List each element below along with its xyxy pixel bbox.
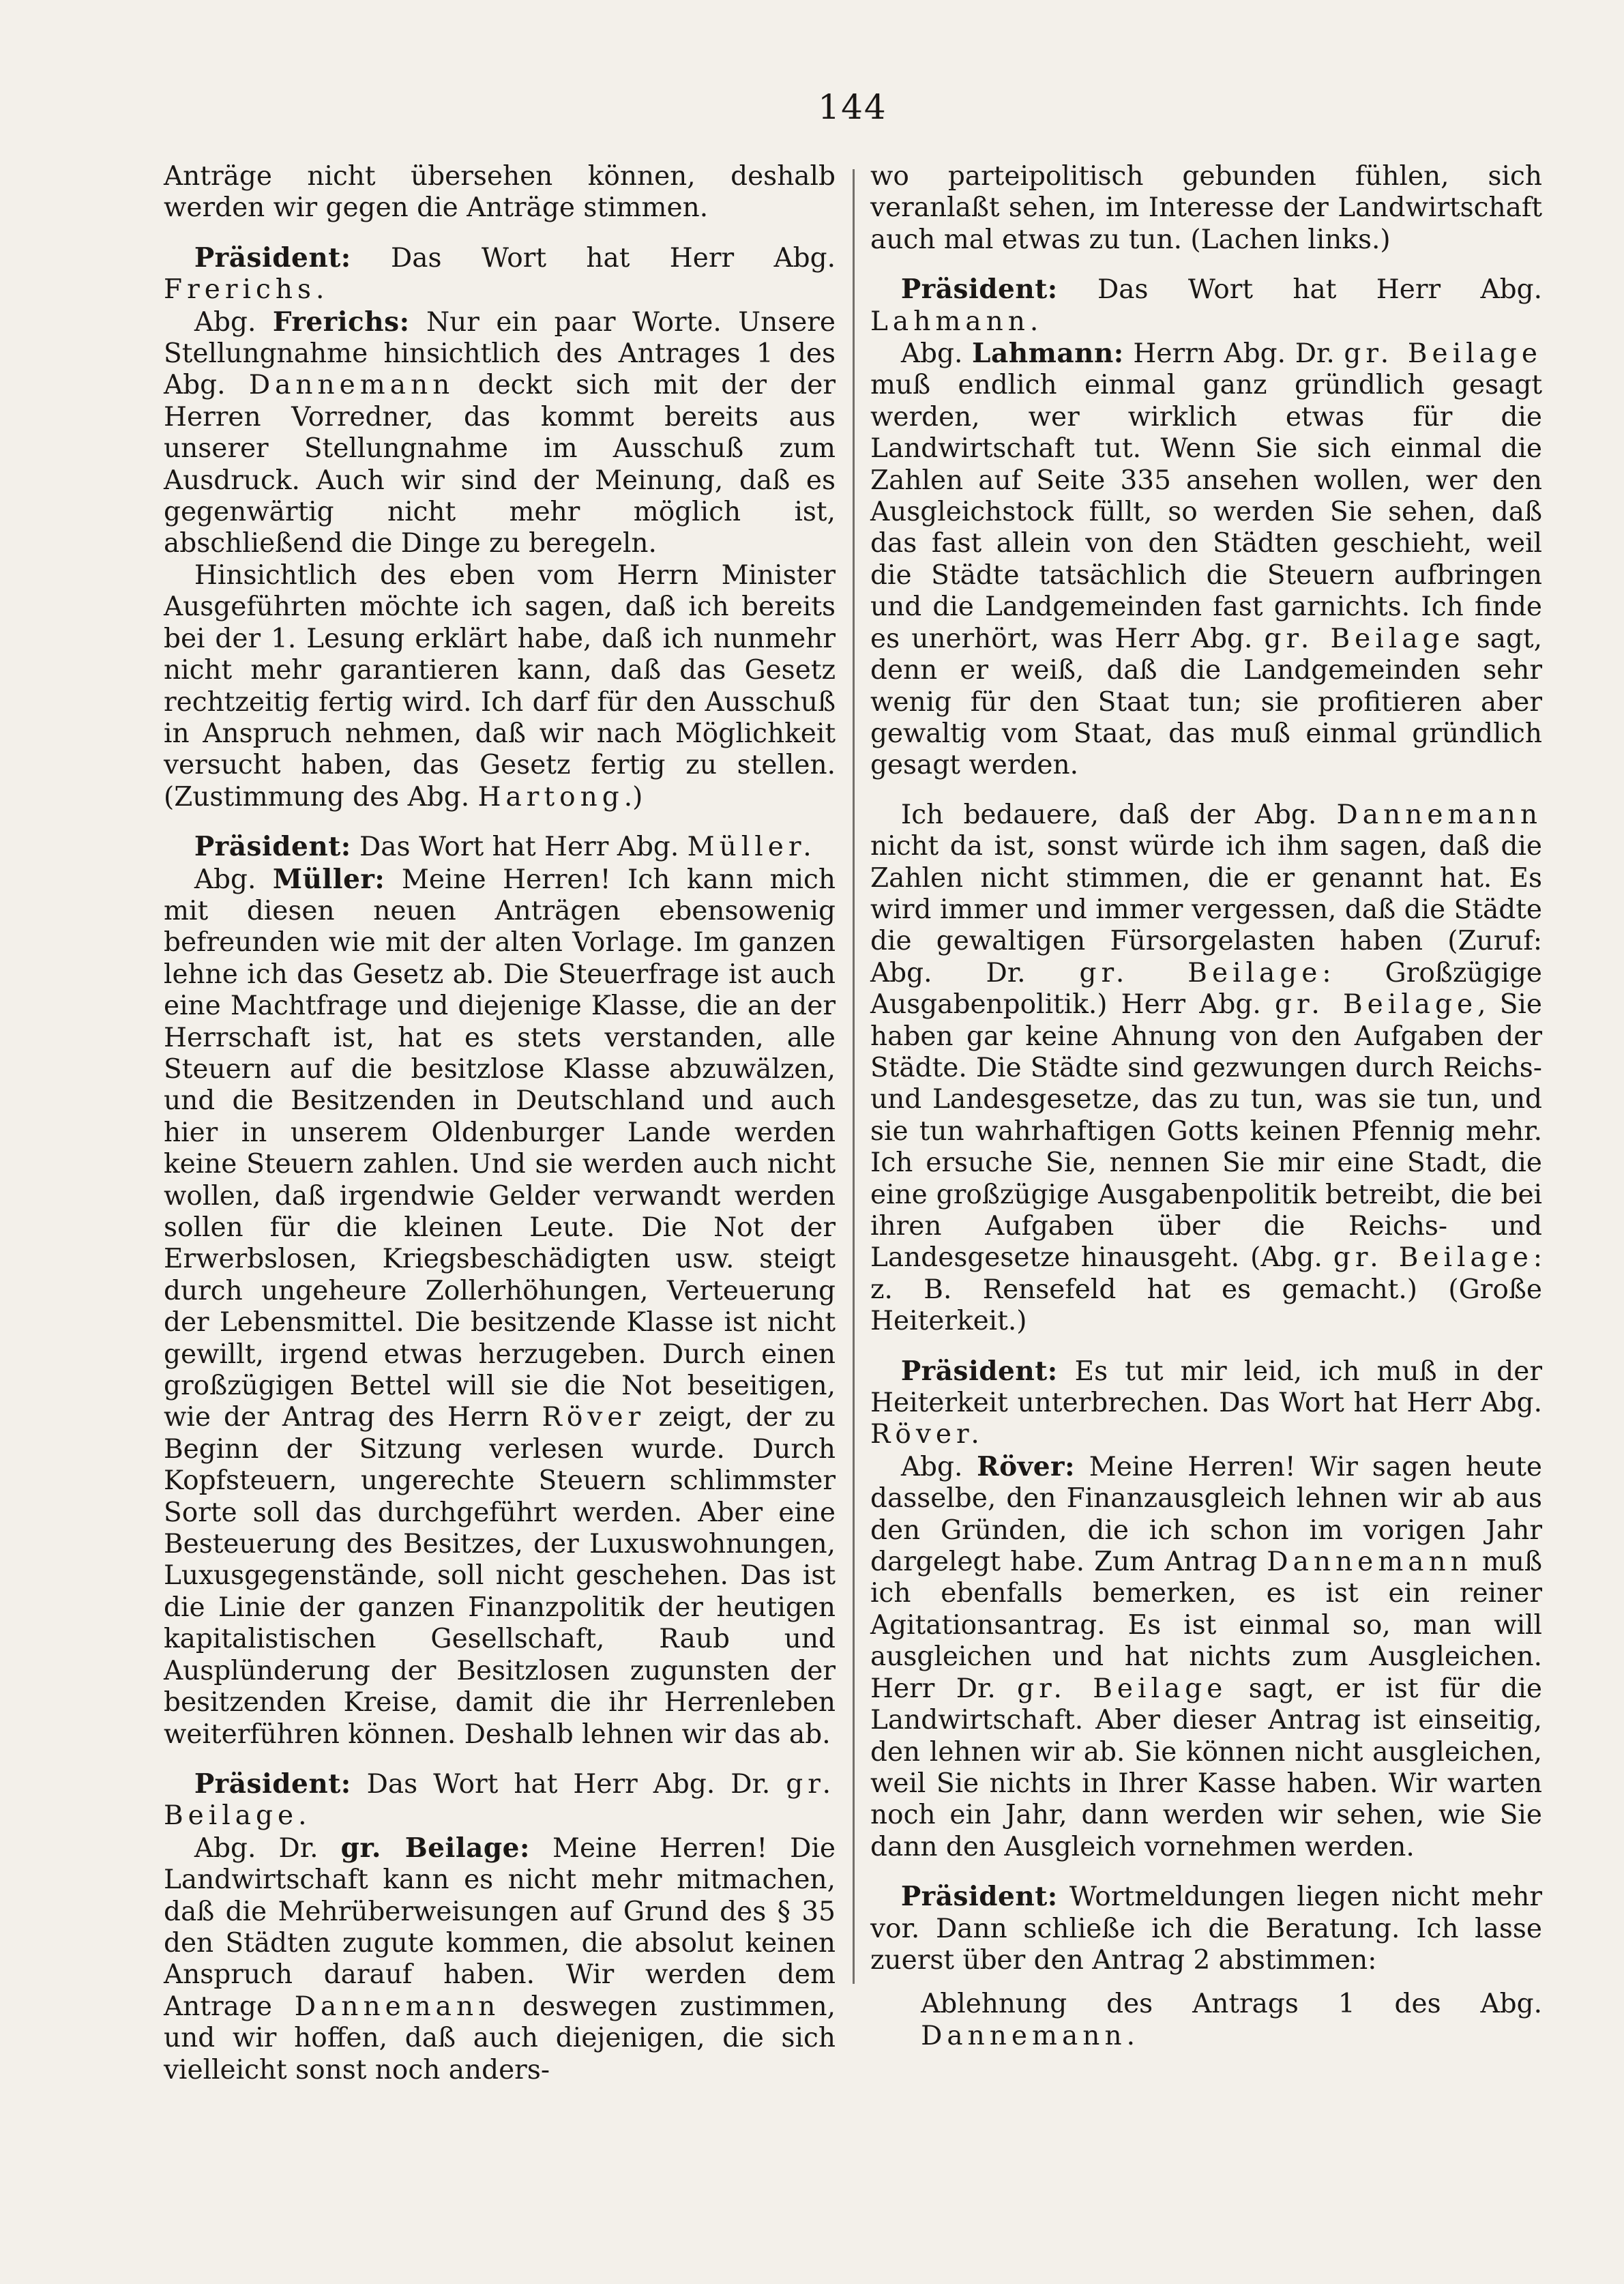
speaker-label: Präsident: [900, 274, 1058, 306]
paragraph-roever-speech: Abg. Röver: Meine Herren! Wir sagen heute dasselbe, den Finanzausgleich lehnen wir ab aus den Gründen, die ich schon im vorigen Jahr dargelegt habe. Zum Antrag Dannemann muß ich ebenfalls bemerken, es ist ein reiner Agitationsantrag. Es ist einmal so, man will ausgleichen und hat nichts zum Ausgleichen. Herr Dr. gr. Beilage sagt, er ist für die Landwirtschaft. Aber dieser Antrag ist einseitig, den lehnen wir ab. Sie können nicht ausgleichen, weil Sie nichts in Ihrer Kasse haben. Wir warten noch ein Jahr, dann werden wir sehen, wie Sie dann den Ausgleich vornehmen werden. [870, 1450, 1543, 1862]
right-column [870, 161, 1542, 2052]
spaced-name: gr. Beilage. [164, 1768, 836, 1832]
paragraph-continuation: Anträge nicht übersehen können, deshalb werden wir gegen die Anträge stimmen. [164, 161, 836, 224]
speaker-label: Röver: [977, 1450, 1075, 1482]
paragraph-frerichs-continued: Hinsichtlich des eben vom Herrn Minister Ausgeführten möchte ich sagen, daß ich bereits bei der 1. Lesung erklärt habe, daß ich nunmehr nicht mehr garantieren kann, daß das Gesetz rechtzeitig fertig wird. Ich darf für den Ausschuß in Anspruch nehmen, daß wir nach Möglichkeit versucht haben, das Gesetz fertig zu stellen. (Zustimmung des Abg. Hartong.) [164, 559, 836, 812]
page-number: 144 [818, 87, 887, 127]
paragraph-president-closing: Präsident: Wortmeldungen liegen nicht mehr vor. Dann schließe ich die Beratung. Ich lasse zuerst über den Antrag 2 abstimmen: [870, 1881, 1542, 1976]
paragraph-frerichs-speech: Abg. Frerichs: Nur ein paar Worte. Unsere Stellungnahme hinsichtlich des Antrages 1 des Abg. Dannemann deckt sich mit der der Herren Vorredner, das kommt bereits aus unserer Stellungnahme im Ausschuß zum Ausdruck. Auch wir sind der Meinung, daß es gegenwärtig nicht mehr möglich ist, abschließend die Dinge zu beregeln. [164, 306, 836, 559]
paragraph-president-roever: Präsident: Es tut mir leid, ich muß in der Heiterkeit unterbrechen. Das Wort hat Herr Abg. Röver. [870, 1355, 1542, 1450]
spaced-name: Frerichs. [164, 274, 329, 306]
speaker-label: Präsident: [194, 241, 351, 274]
spaced-name: Lahmann. [870, 306, 1044, 337]
spaced-name: gr. Beilage [1264, 623, 1465, 654]
speaker-label: gr. Beilage: [340, 1832, 530, 1864]
spaced-name: Dannemann. [921, 2020, 1140, 2051]
speaker-label: Präsident: [900, 1881, 1058, 1913]
spaced-name: Dannemann [248, 370, 455, 401]
paragraph-motion-text: Ablehnung des Antrags 1 des Abg. Dannemann. [921, 1989, 1542, 2051]
paragraph-continuation: wo parteipolitisch gebunden fühlen, sich veranlaßt sehen, im Interesse der Landwirtschaft auch mal etwas zu tun. (Lachen links.) [870, 161, 1542, 255]
spaced-name: gr. Beilage [1079, 957, 1323, 989]
spaced-name: Röver. [870, 1419, 984, 1450]
left-column [164, 161, 836, 2086]
spaced-name: Hartong [477, 781, 624, 812]
speaker-label: Frerichs: [272, 306, 410, 338]
paragraph-president-frerichs: Präsident: Das Wort hat Herr Abg. Frerichs. [164, 241, 836, 306]
spaced-name: gr. Beilage [1333, 1242, 1533, 1274]
column-divider [853, 169, 855, 1984]
spaced-name: Dannemann [294, 1991, 501, 2022]
spaced-name: Dannemann [1267, 1547, 1473, 1578]
spaced-name: Dannemann [1336, 799, 1542, 830]
spaced-name: gr. Beilage [1344, 338, 1542, 370]
paragraph-president-lahmann: Präsident: Das Wort hat Herr Abg. Lahmann. [870, 274, 1542, 337]
paragraph-mueller-speech: Abg. Müller: Meine Herren! Ich kann mich mit diesen neuen Anträgen ebensowenig befreunden wie mit der alten Vorlage. Im ganzen lehne ich das Gesetz ab. Die Steuerfrage ist auch eine Machtfrage und diejenige Klasse, die an der Herrschaft ist, hat es stets verstanden, alle Steuern auf die besitzlose Klasse abzuwälzen, und die Besitzenden in Deutschland und auch hier in unserem Oldenburger Lande werden keine Steuern zahlen. Und sie werden auch nicht wollen, daß irgendwie Gelder verwandt werden sollen für die kleinen Leute. Die Not der Erwerbslosen, Kriegsbeschädigten usw. steigt durch ungeheure Zollerhöhungen, Verteuerung der Lebensmittel. Die besitzende Klasse ist nicht gewillt, irgend etwas herzugeben. Durch einen großzügigen Bettel will sie die Not beseitigen, wie der Antrag des Herrn Röver zeigt, der zu Beginn der Sitzung verlesen wurde. Durch Kopfsteuern, ungerechte Steuern schlimmster Sorte soll das durchgeführt werden. Aber eine Besteuerung des Besitzes, der Luxuswohnungen, Luxusgegenstände, soll nicht geschehen. Das ist die Linie der ganzen Finanzpolitik der heutigen kapitalistischen Gesellschaft, Raub und Ausplünderung der Besitzlosen zugunsten der besitzenden Kreise, damit die ihr Herrenleben weiterführen können. Deshalb lehnen wir das ab. [164, 863, 836, 1750]
spaced-name: gr. Beilage [1017, 1673, 1228, 1704]
speaker-label: Präsident: [194, 831, 351, 863]
paragraph-president-mueller: Präsident: Das Wort hat Herr Abg. Müller. [194, 831, 816, 863]
paragraph-lahmann-continued: Ich bedauere, daß der Abg. Dannemann nicht da ist, sonst würde ich ihm sagen, daß die Zahlen nicht stimmen, die er genannt hat. Es wird immer und immer vergessen, daß die Städte die gewaltigen Fürsorgelasten haben (Zuruf: Abg. Dr. gr. Beilage: Großzügige Ausgabenpolitik.) Herr Abg. gr. Beilage, Sie haben gar keine Ahnung von den Aufgaben der Städte. Die Städte sind gezwungen durch Reichs- und Landesgesetze, das zu tun, was sie tun, und sie tun wahrhaftigen Gotts keinen Pfennig mehr. Ich ersuche Sie, nennen Sie mir eine Stadt, die eine großzügige Ausgabenpolitik betreibt, die bei ihren Aufgaben über die Reichs- und Landesgesetze hinausgeht. (Abg. gr. Beilage: z. B. Rensefeld hat es gemacht.) (Große Heiterkeit.) [870, 799, 1543, 1337]
paragraph-lahmann-speech: Abg. Lahmann: Herrn Abg. Dr. gr. Beilage muß endlich einmal ganz gründlich gesagt werden, wer wirklich etwas für die Landwirtschaft tut. Wenn Sie sich einmal die Zahlen auf Seite 335 ansehen wollen, wer den Ausgleichstock füllt, so werden Sie sehen, daß das fast allein von den Städten geschieht, weil die Städte tatsächlich die Steuern aufbringen und die Landgemeinden fast garnichts. Ich finde es unerhört, was Herr Abg. gr. Beilage sagt, denn er weiß, daß die Landgemeinden sehr wenig für den Staat tun; sie profitieren aber gewaltig vom Staat, das muß einmal gründlich gesagt werden. [870, 338, 1543, 781]
paragraph-beilage-speech: Abg. Dr. gr. Beilage: Meine Herren! Die Landwirtschaft kann es nicht mehr mitmachen, daß die Mehrüberweisungen auf Grund des § 35 den Städten zugute kommen, die absolut keinen Anspruch darauf haben. Wir werden dem Antrage Dannemann deswegen zustimmen, und wir hoffen, daß auch diejenigen, die sich vielleicht sonst noch anders- [164, 1832, 836, 2085]
spaced-name: Müller. [687, 832, 816, 863]
speaker-label: Präsident: [194, 1768, 351, 1800]
spaced-name: gr. Beilage [1274, 989, 1478, 1021]
speaker-label: Lahmann: [972, 338, 1124, 370]
spaced-name: Röver [542, 1402, 646, 1433]
speaker-label: Präsident: [900, 1355, 1058, 1387]
speaker-label: Müller: [272, 863, 385, 895]
paragraph-president-beilage: Präsident: Das Wort hat Herr Abg. Dr. gr. Beilage. [164, 1768, 836, 1832]
